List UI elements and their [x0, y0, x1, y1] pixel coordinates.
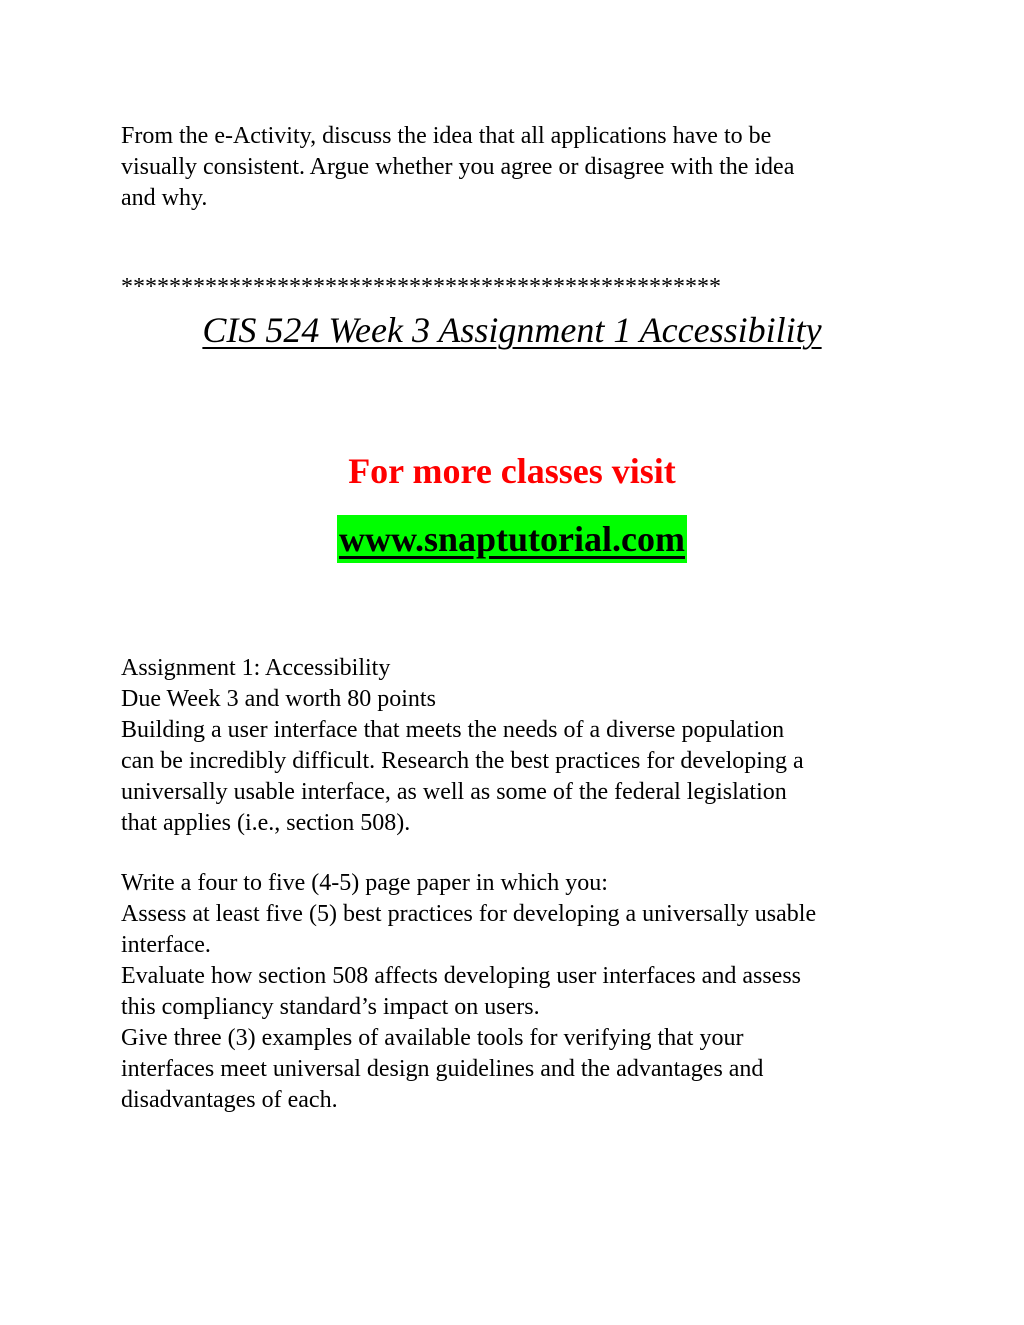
- intro-paragraph: [121, 121, 921, 214]
- assignment-line: can be incredibly difficult. Research the best practices for developing a: [121, 748, 804, 774]
- instructions-line: Evaluate how section 508 affects developing user interfaces and assess: [121, 963, 801, 989]
- instructions-line: Give three (3) examples of available tools for verifying that your: [121, 1025, 744, 1051]
- assignment-paragraph: [121, 653, 921, 839]
- promo-link-container: [0, 515, 1024, 563]
- promo-text: For more classes visit: [348, 451, 676, 491]
- instructions-line: Assess at least five (5) best practices for developing a universally usable: [121, 901, 817, 927]
- instructions-line: Write a four to five (4-5) page paper in which you:: [121, 870, 608, 896]
- assignment-line: Building a user interface that meets the needs of a diverse population: [121, 717, 785, 743]
- intro-line: From the e-Activity, discuss the idea that all applications have to be: [121, 123, 772, 149]
- asterisk-separator: **************************************************: [121, 274, 721, 300]
- assignment-line: universally usable interface, as well as some of the federal legislation: [121, 779, 787, 805]
- instructions-line: this compliancy standard’s impact on users.: [121, 994, 540, 1020]
- assignment-due: Due Week 3 and worth 80 points: [121, 686, 436, 712]
- snaptutorial-link[interactable]: www.snaptutorial.com: [337, 515, 687, 563]
- instructions-line: interfaces meet universal design guidelines and the advantages and: [121, 1056, 764, 1082]
- assignment-line: that applies (i.e., section 508).: [121, 810, 411, 836]
- intro-line: visually consistent. Argue whether you agree or disagree with the idea: [121, 154, 795, 180]
- instructions-paragraph: [121, 868, 921, 1116]
- instructions-line: disadvantages of each.: [121, 1087, 338, 1113]
- intro-line: and why.: [121, 185, 208, 211]
- assignment-heading: Assignment 1: Accessibility: [121, 655, 391, 681]
- document-title: CIS 524 Week 3 Assignment 1 Accessibility: [202, 310, 822, 350]
- instructions-line: interface.: [121, 932, 211, 958]
